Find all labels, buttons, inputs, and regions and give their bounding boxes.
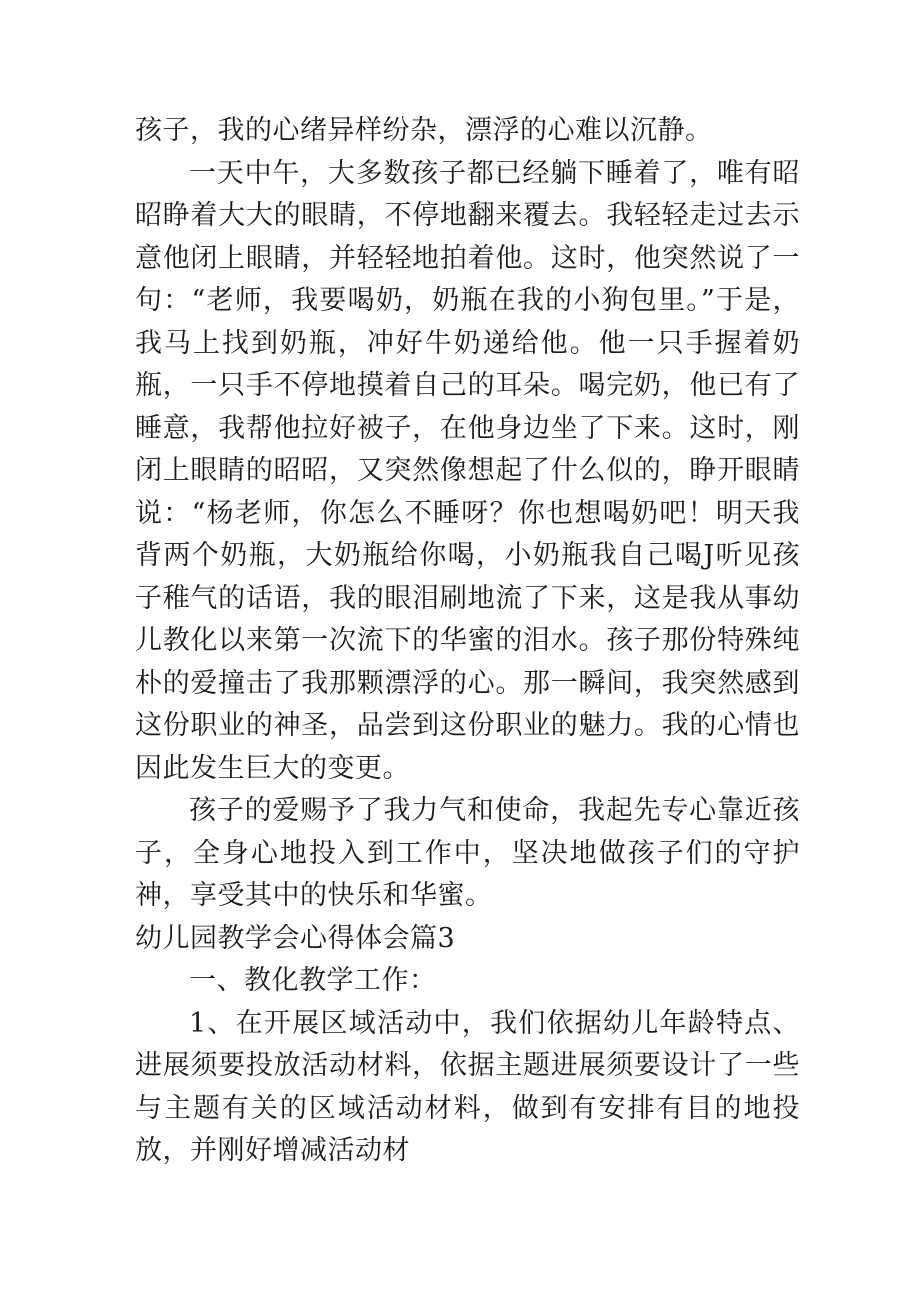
section-heading: 幼儿园教学会心得体会篇3	[135, 922, 456, 954]
document-body	[135, 110, 800, 1173]
subheading: 一、教化教学工作：	[189, 965, 437, 996]
list-item-1: 1、在开展区域活动中，我们依据幼儿年龄特点、进展须要投放活动材料，依据主题进展须要设计了一些与主题有关的区域活动材料，做到有安排有目的地投放，并刚好增减活动材	[135, 1007, 800, 1166]
paragraph-continuation: 孩子，我的心绪异样纷杂，漂浮的心难以沉静。	[135, 115, 713, 146]
paragraph-story: 一天中午，大多数孩子都已经躺下睡着了，唯有昭昭睁着大大的眼睛，不停地翻来覆去。我轻轻走过去示意他闭上眼睛，并轻轻地拍着他。这时，他突然说了一句：“老师，我要喝奶，奶瓶在我的小狗包里。”于是，我马上找到奶瓶，冲好牛奶递给他。他一只手握着奶瓶，一只手不停地摸着自己的耳朵。喝完奶，他已有了睡意，我帮他拉好被子，在他身边坐了下来。这时，刚闭上眼睛的昭昭，又突然像想起了什么似的，睁开眼睛说：“杨老师，你怎么不睡呀？你也想喝奶吧！明天我背两个奶瓶，大奶瓶给你喝，小奶瓶我自己喝J听见孩子稚气的话语，我的眼泪刷地流了下来，这是我从事幼儿教化以来第一次流下的华蜜的泪水。孩子那份特殊纯朴的爱撞击了我那颗漂浮的心。那一瞬间，我突然感到这份职业的神圣，品尝到这份职业的魅力。我的心情也因此发生巨大的变更。	[135, 157, 800, 784]
paragraph-reflection: 孩子的爱赐予了我力气和使命，我起先专心靠近孩子，全身心地投入到工作中，坚决地做孩子们的守护神，享受其中的快乐和华蜜。	[135, 795, 800, 911]
